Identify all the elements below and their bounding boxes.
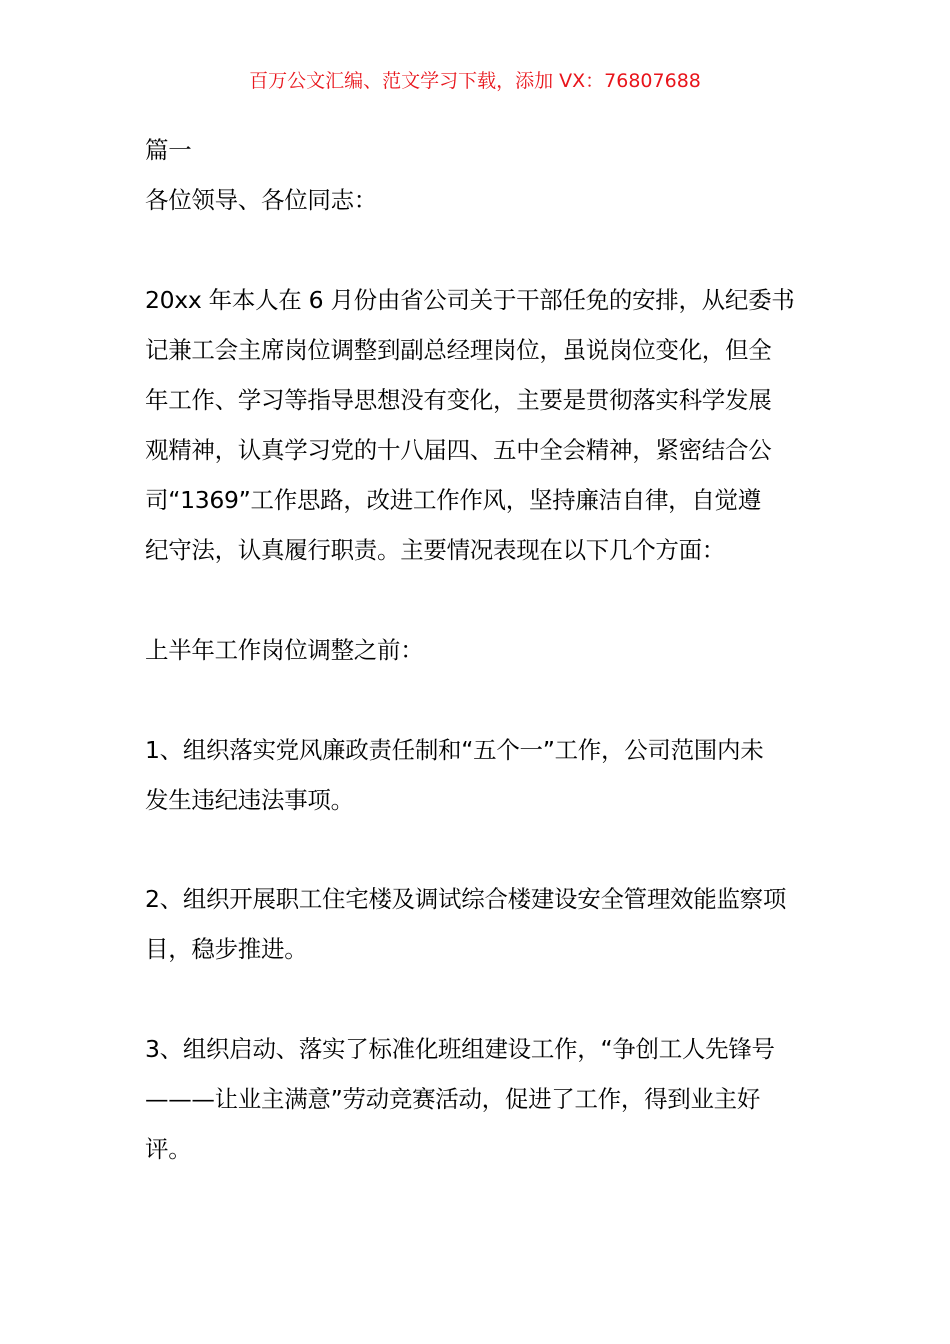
watermark-header: 百万公文汇编、范文学习下载，添加 VX：76807688 [249,70,701,92]
text-line: 目，稳步推进。 [145,935,308,963]
text-line: 记兼工会主席岗位调整到副总经理岗位，虽说岗位变化，但全 [145,336,772,364]
text-line: 观精神，认真学习党的十八届四、五中全会精神，紧密结合公 [145,436,772,464]
text-line: 发生违纪违法事项。 [145,786,354,814]
text-line: 年工作、学习等指导思想没有变化，主要是贯彻落实科学发展 [145,386,772,414]
text-line: 纪守法，认真履行职责。主要情况表现在以下几个方面： [145,536,725,564]
salutation: 各位领导、各位同志： [145,186,377,214]
text-line: 3、组织启动、落实了标准化班组建设工作，“争创工人先锋号 [145,1035,775,1063]
text-line: 20xx 年本人在 6 月份由省公司关于干部任免的安排，从纪委书 [145,286,795,314]
section-title: 篇一 [145,136,192,164]
text-line: 2、组织开展职工住宅楼及调试综合楼建设安全管理效能监察项 [145,885,787,913]
subheading: 上半年工作岗位调整之前： [145,636,424,664]
text-line: 1、组织落实党风廉政责任制和“五个一”工作，公司范围内未 [145,736,764,764]
text-line: 司“1369”工作思路，改进工作作风，坚持廉洁自律，自觉遵 [145,486,761,514]
text-line: ———让业主满意”劳动竞赛活动，促进了工作，得到业主好 [145,1085,761,1113]
text-line: 评。 [145,1135,192,1163]
